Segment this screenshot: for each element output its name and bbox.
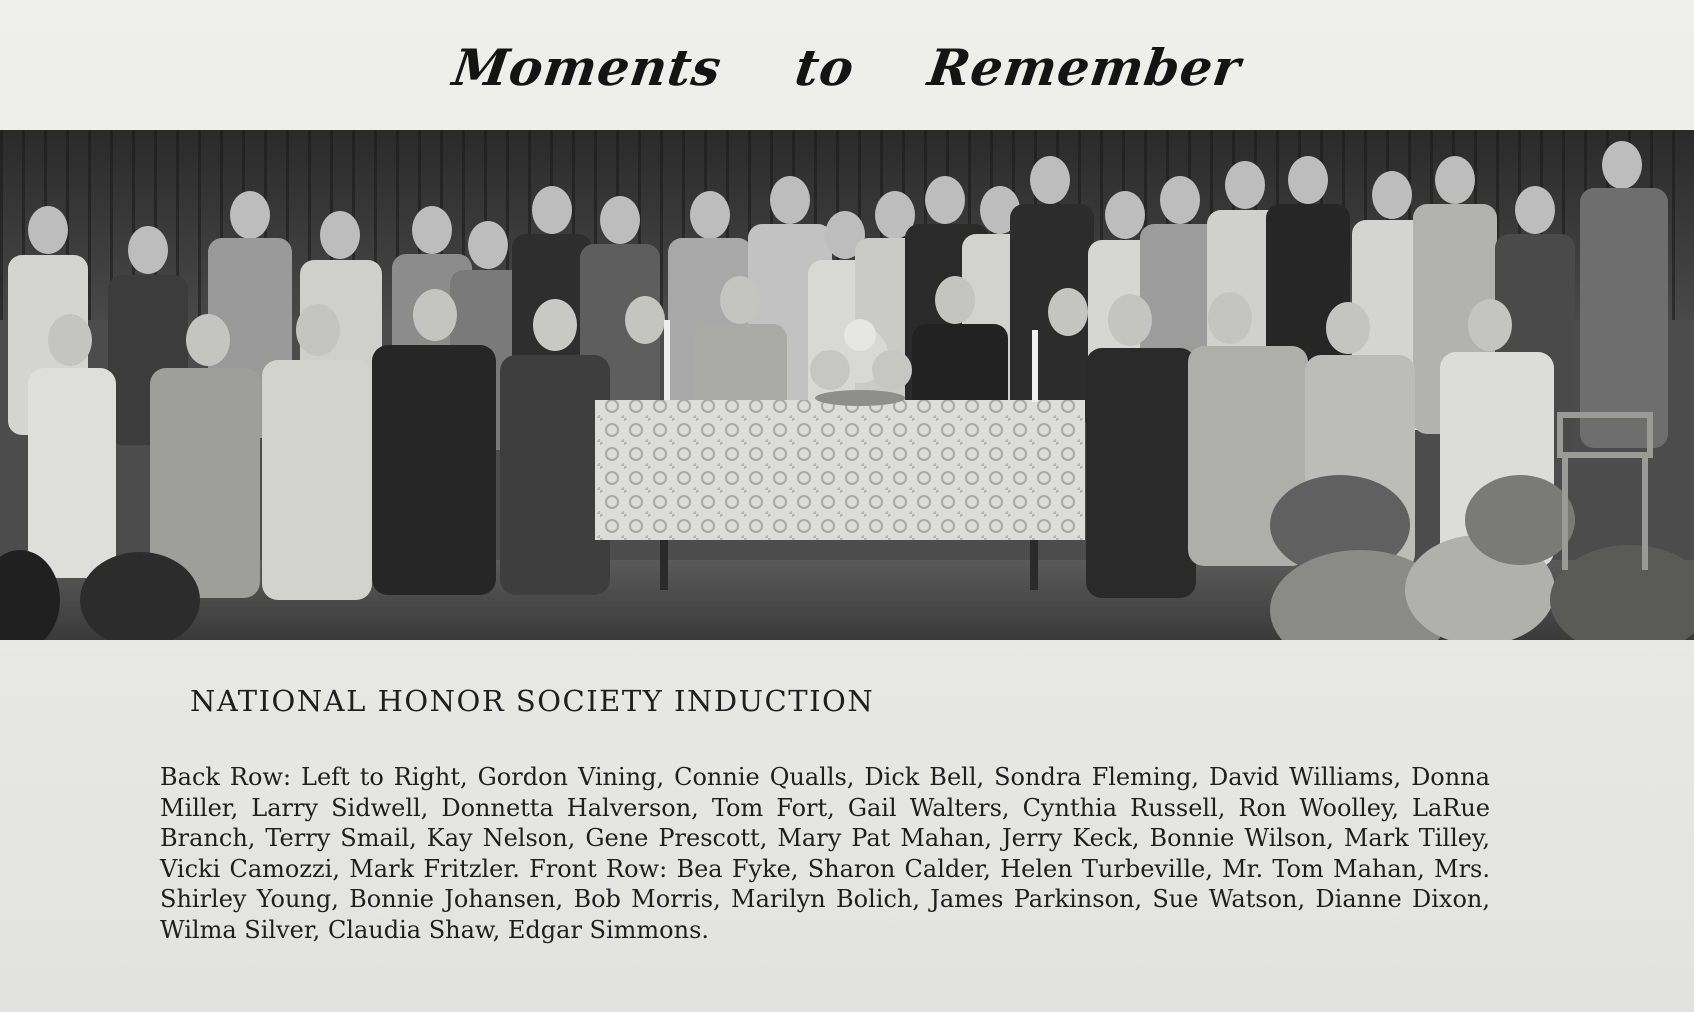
front-row-label: Front Row: <box>529 854 668 883</box>
caption-body <box>160 762 1490 945</box>
page-heading <box>0 38 1694 97</box>
heading-word-to: to <box>791 38 859 97</box>
front-row-names: Bea Fyke, Sharon Calder, Helen Turbeville, Mr. Tom Mahan, Mrs. Shirley Young, Bonnie Johansen, Bob Morris, Marilyn Bolich, James Parkinson, Sue Watson, Dianne Dixon, Wilma Silver, Claudia Shaw, Edgar Simmons. <box>160 854 1490 944</box>
lace-table <box>595 400 1085 540</box>
back-row-label: Back Row: Left to Right, <box>160 763 468 791</box>
candle-right <box>1032 330 1038 402</box>
group-photo-illustration <box>0 130 1694 640</box>
group-photo <box>0 130 1694 640</box>
candle-left <box>664 320 670 400</box>
heading-word-moments: Moments <box>449 38 726 97</box>
heading-word-remember: Remember <box>924 38 1245 97</box>
caption-title: NATIONAL HONOR SOCIETY INDUCTION <box>190 684 875 718</box>
back-row-names: Gordon Vining, Connie Qualls, Dick Bell, Sondra Fleming, David Williams, Donna Miller, Larry Sidwell, Donnetta Halverson, Tom Fort, Gail Walters, Cynthia Russell, Ron Woolley, LaRue Branch, Terry Smail, Kay Nelson, Gene Prescott, Mary Pat Mahan, Jerry Keck, Bonnie Wilson, Mark Tilley, Vicki Camozzi, Mark Fritzler. <box>160 763 1490 883</box>
